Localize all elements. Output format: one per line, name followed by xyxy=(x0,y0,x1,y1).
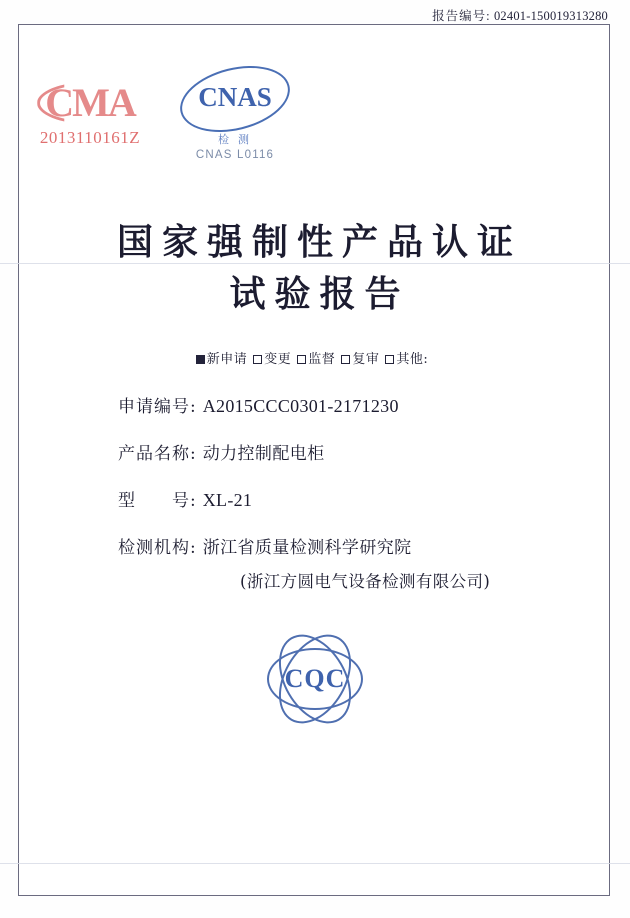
field-value: 动力控制配电柜 xyxy=(202,444,325,464)
application-type-option[interactable] xyxy=(385,352,428,367)
institution-subtitle: (浙江方圆电气设备检测有限公司) xyxy=(240,572,491,591)
field-value: XL-21 xyxy=(202,490,253,510)
application-type-option[interactable] xyxy=(297,352,335,367)
report-number-value: 02401-150019313280 xyxy=(493,9,608,23)
application-type-option[interactable] xyxy=(341,352,379,367)
field-label: 产品名称: xyxy=(118,444,197,464)
cnas-logo xyxy=(160,62,310,161)
cnas-mark-text: CNAS xyxy=(198,82,272,112)
field-label: 检测机构: xyxy=(118,538,197,558)
field-label: 申请编号: xyxy=(118,397,197,417)
cma-mark-icon xyxy=(43,80,137,126)
application-type-options xyxy=(0,348,630,367)
application-type-label: 其他: xyxy=(396,352,429,367)
checkbox-icon[interactable] xyxy=(253,355,262,364)
application-type-option[interactable] xyxy=(196,352,248,367)
application-type-label: 变更 xyxy=(264,352,292,367)
checkbox-icon[interactable] xyxy=(196,355,205,364)
cma-mark-text: CMA xyxy=(45,80,135,125)
cqc-logo xyxy=(0,648,630,710)
title-line-1: 国家强制性产品认证 xyxy=(116,221,522,263)
cnas-ellipse-icon xyxy=(179,68,291,130)
cqc-mark-text: CQC xyxy=(284,664,346,693)
checkbox-icon[interactable] xyxy=(341,355,350,364)
title-line-2: 试验报告 xyxy=(229,273,410,315)
field-label: 型 号: xyxy=(118,491,197,511)
cqc-seal-icon xyxy=(267,648,363,710)
field-value: 浙江省质量检测科学研究院 xyxy=(202,538,412,558)
field-row xyxy=(0,486,630,511)
cma-code: 2013110161Z xyxy=(39,128,141,147)
application-type-option[interactable] xyxy=(253,352,291,367)
application-type-label: 监督 xyxy=(308,352,336,367)
page-title xyxy=(0,218,630,322)
field-row xyxy=(0,439,630,464)
checkbox-icon[interactable] xyxy=(385,355,394,364)
field-list xyxy=(0,392,630,612)
accreditation-logos xyxy=(0,62,630,172)
checkbox-icon[interactable] xyxy=(297,355,306,364)
cnas-code: CNAS L0116 xyxy=(195,149,275,161)
cma-logo xyxy=(30,80,150,148)
scan-artifact-line-bottom xyxy=(0,863,630,864)
application-type-label: 新申请 xyxy=(206,352,248,367)
report-number xyxy=(432,6,608,24)
report-number-label: 报告编号: xyxy=(432,9,491,23)
field-row xyxy=(0,392,630,417)
field-value: A2015CCC0301-2171230 xyxy=(202,396,399,416)
field-row xyxy=(0,533,630,558)
cnas-subtext: 检 测 xyxy=(217,134,253,146)
application-type-label: 复审 xyxy=(352,352,380,367)
